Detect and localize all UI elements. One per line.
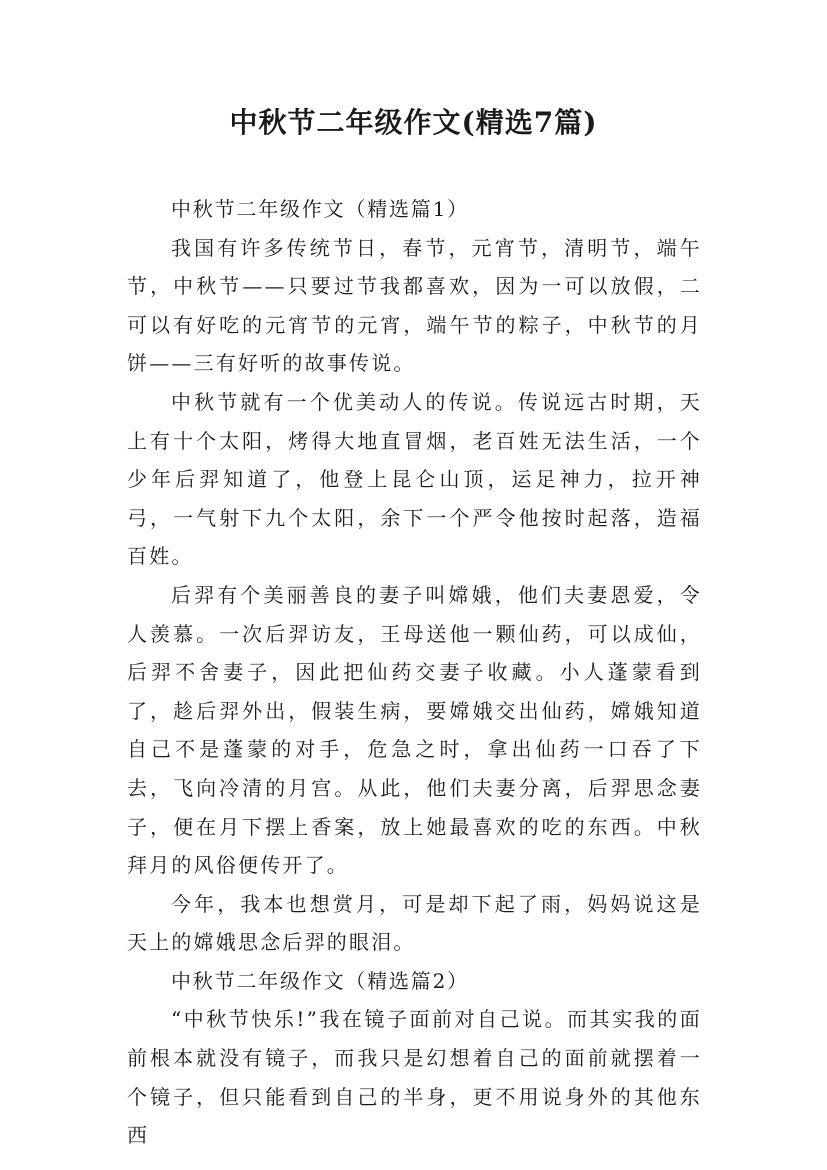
section-1 bbox=[127, 190, 702, 962]
paragraph: 我国有许多传统节日，春节，元宵节，清明节，端午节，中秋节——只要过节我都喜欢，因为一可以放假，二可以有好吃的元宵节的元宵，端午节的粽子，中秋节的月饼——三有好听的故事传说。 bbox=[127, 235, 702, 376]
section-heading: 中秋节二年级作文（精选篇1） bbox=[171, 197, 469, 221]
document-body bbox=[127, 190, 702, 1155]
paragraph: “中秋节快乐!”我在镜子面前对自己说。而其实我的面前根本就没有镜子，而我只是幻想着自己的面前就摆着一个镜子，但只能看到自己的半身，更不用说身外的其他东西 bbox=[127, 1007, 702, 1148]
section-heading: 中秋节二年级作文（精选篇2） bbox=[171, 968, 469, 993]
document-title: 中秋节二年级作文(精选7篇) bbox=[229, 106, 598, 139]
paragraph: 今年，我本也想赏月，可是却下起了雨，妈妈说这是天上的嫦娥思念后羿的眼泪。 bbox=[127, 891, 702, 955]
section-2 bbox=[127, 962, 702, 1155]
paragraph: 后羿有个美丽善良的妻子叫嫦娥，他们夫妻恩爱，令人羡慕。一次后羿访友，王母送他一颗仙药，可以成仙，后羿不舍妻子，因此把仙药交妻子收藏。小人蓬蒙看到了，趁后羿外出，假装生病，要嫦娥交出仙药，嫦娥知道自己不是蓬蒙的对手，危急之时，拿出仙药一口吞了下去，飞向冷清的月宫。从此，他们夫妻分离，后羿思念妻子，便在月下摆上香案，放上她最喜欢的吃的东西。中秋拜月的风俗便传开了。 bbox=[127, 582, 702, 878]
paragraph: 中秋节就有一个优美动人的传说。传说远古时期，天上有十个太阳，烤得大地直冒烟，老百姓无法生活，一个少年后羿知道了，他登上昆仑山顶，运足神力，拉开神弓，一气射下九个太阳，余下一个严令他按时起落，造福百姓。 bbox=[127, 389, 702, 569]
